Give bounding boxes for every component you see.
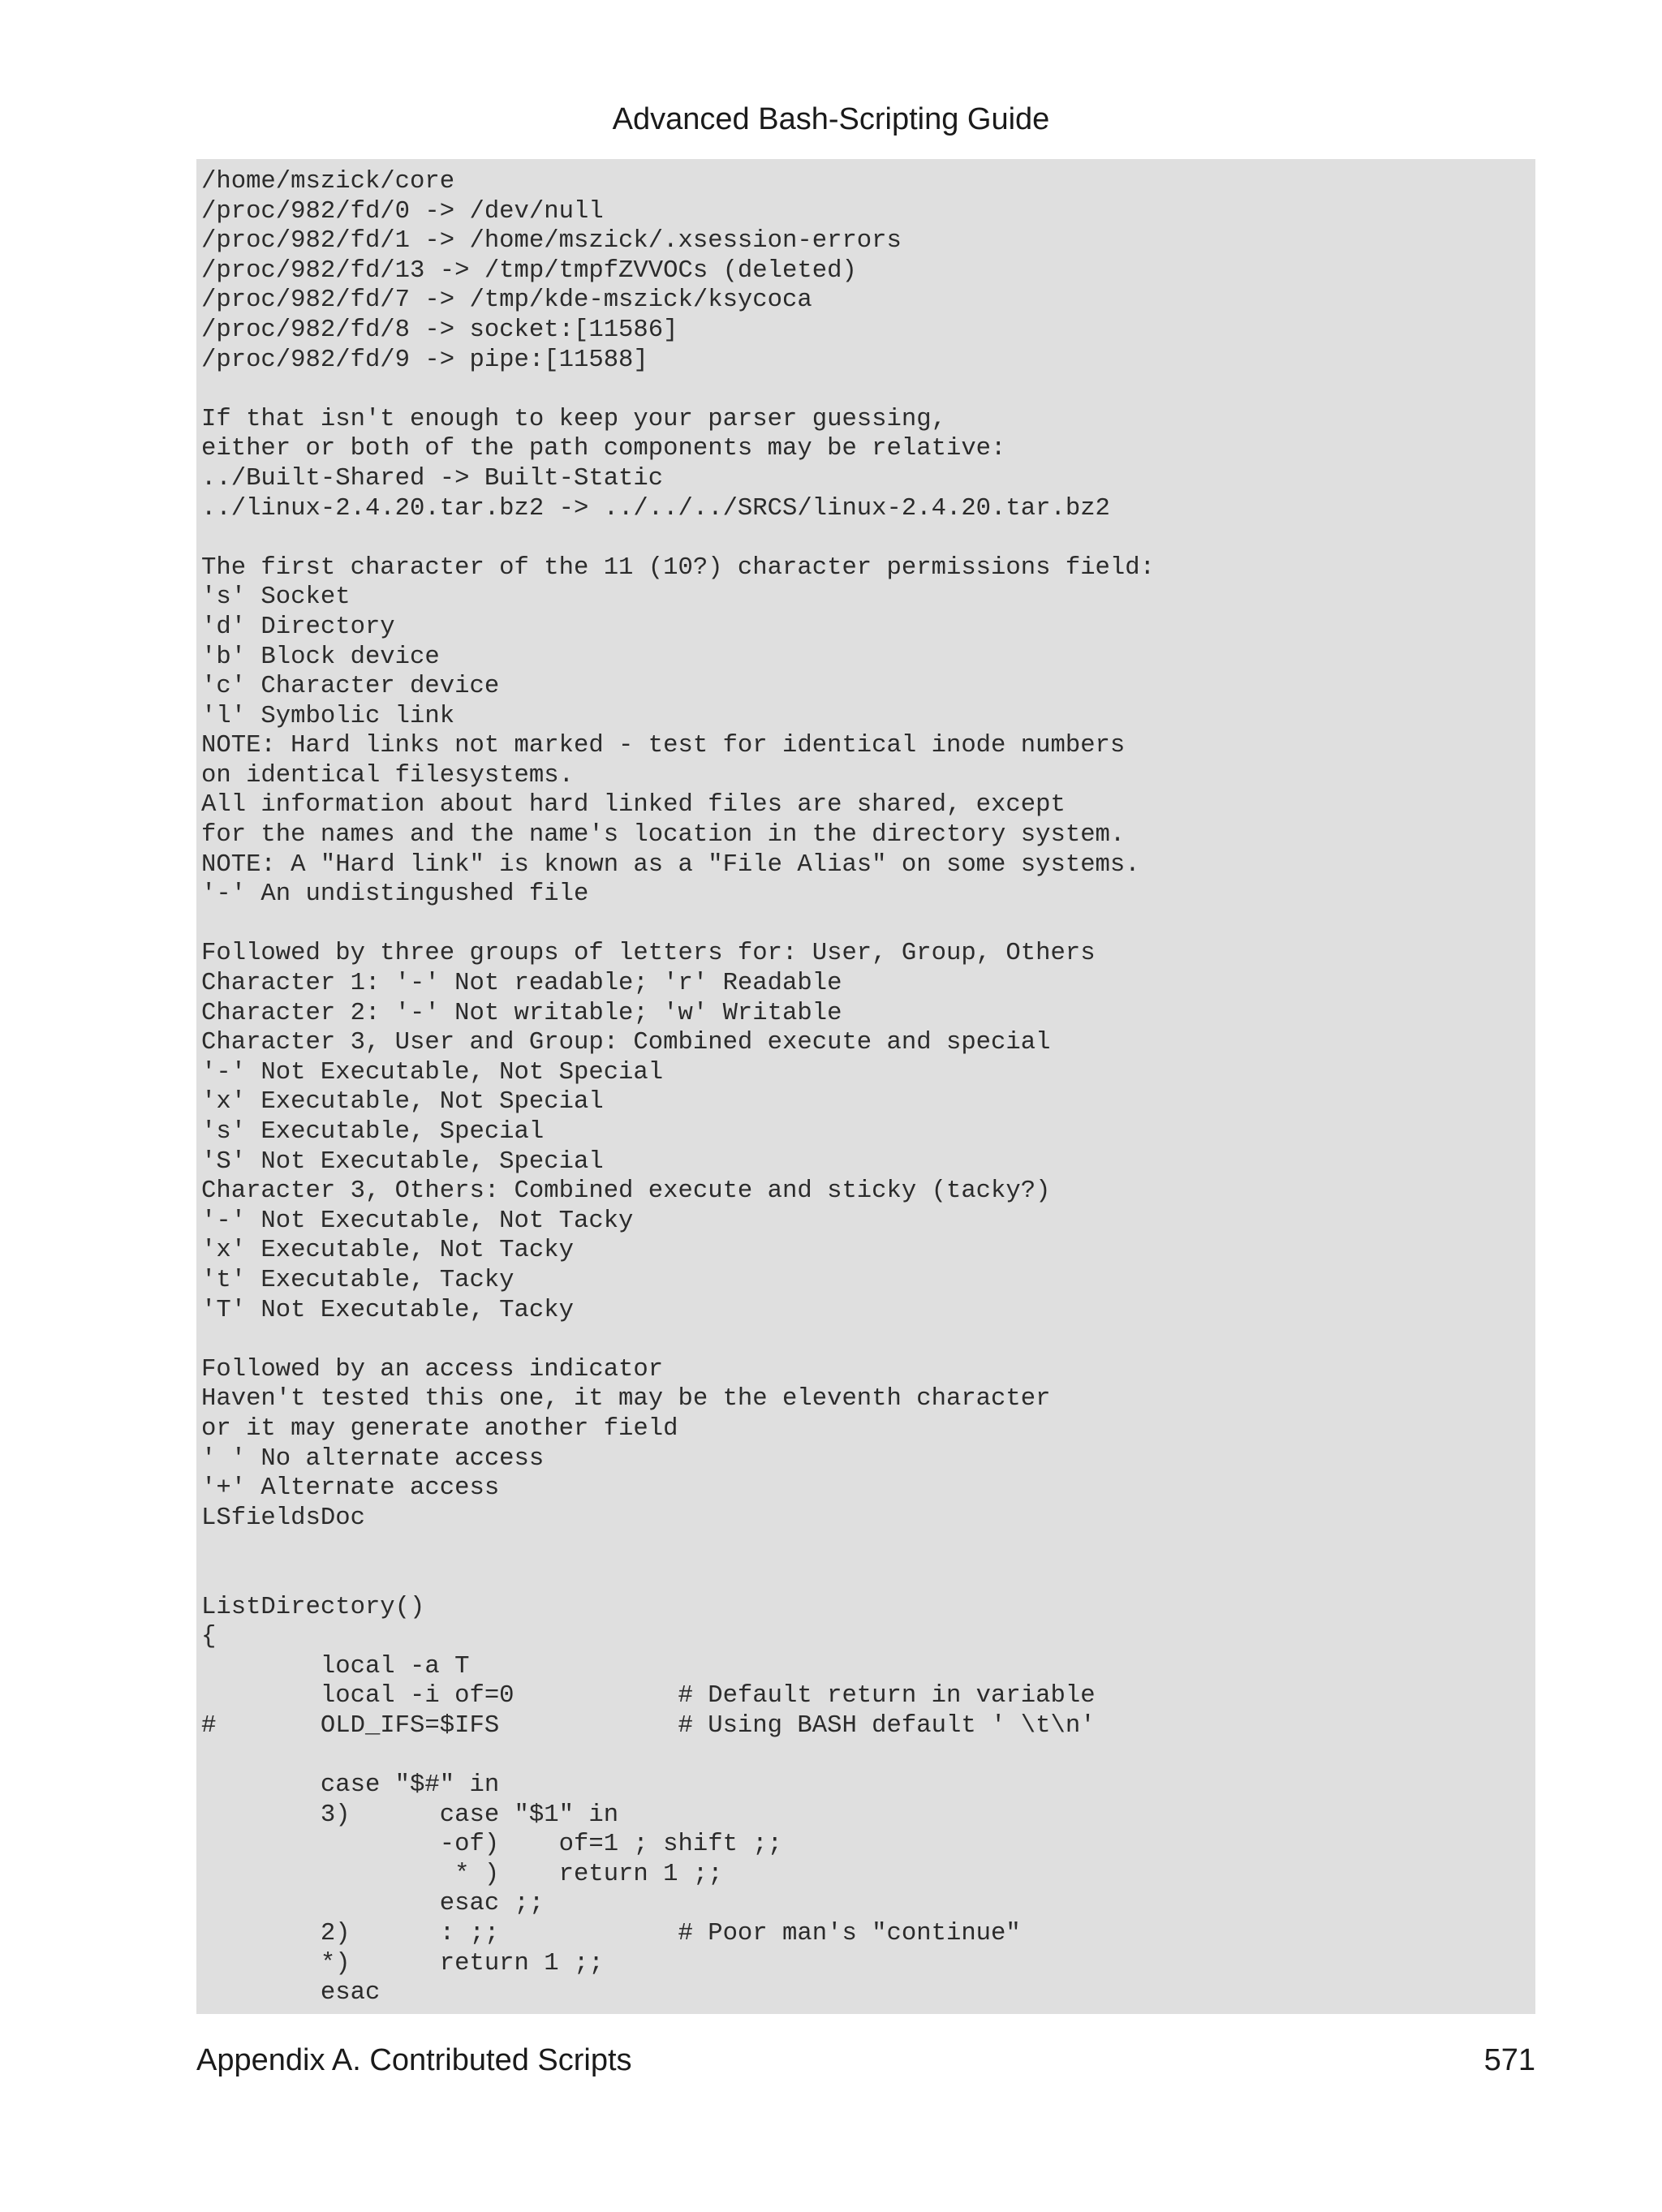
code-line: Followed by three groups of letters for: User, Group, Others bbox=[201, 940, 1096, 968]
code-line: Character 3, Others: Combined execute and sticky (tacky?) bbox=[201, 1177, 1051, 1206]
code-line: /home/mszick/core bbox=[201, 168, 455, 196]
code-line: /proc/982/fd/9 -> pipe:[11588] bbox=[201, 346, 648, 374]
code-line: Followed by an access indicator bbox=[201, 1355, 664, 1384]
code-line: ' ' No alternate access bbox=[201, 1444, 545, 1473]
code-line: *) return 1 ;; bbox=[201, 1949, 604, 1977]
code-line: 'x' Executable, Not Tacky bbox=[201, 1237, 574, 1265]
code-line: /proc/982/fd/8 -> socket:[11586] bbox=[201, 316, 678, 344]
code-line: 'S' Not Executable, Special bbox=[201, 1147, 604, 1176]
code-line: All information about hard linked files are shared, except bbox=[201, 791, 1066, 820]
code-line: If that isn't enough to keep your parser guessing, bbox=[201, 405, 946, 433]
code-line: 'c' Character device bbox=[201, 673, 500, 701]
code-line: ../Built-Shared -> Built-Static bbox=[201, 464, 664, 493]
code-line bbox=[201, 375, 1535, 405]
code-line: '+' Alternate access bbox=[201, 1474, 500, 1503]
code-line bbox=[201, 1325, 1535, 1355]
code-line: * ) return 1 ;; bbox=[201, 1860, 723, 1888]
code-line bbox=[201, 1533, 1535, 1563]
code-line: '-' Not Executable, Not Special bbox=[201, 1058, 664, 1087]
code-line bbox=[201, 1563, 1535, 1593]
code-line: # OLD_IFS=$IFS # Using BASH default ' \t\n' bbox=[201, 1711, 1096, 1740]
code-line: 's' Socket bbox=[201, 583, 351, 612]
code-line: esac ;; bbox=[201, 1890, 545, 1918]
code-line: NOTE: A "Hard link" is known as a "File Alias" on some systems. bbox=[201, 850, 1140, 879]
code-line: 'T' Not Executable, Tacky bbox=[201, 1296, 574, 1324]
code-line: ../linux-2.4.20.tar.bz2 -> ../../../SRCS/linux-2.4.20.tar.bz2 bbox=[201, 494, 1110, 523]
footer-page-number: 571 bbox=[1483, 2043, 1535, 2077]
code-line: Character 2: '-' Not writable; 'w' Writable bbox=[201, 999, 842, 1027]
code-line: either or both of the path components may be relative: bbox=[201, 435, 1006, 463]
code-listing bbox=[196, 159, 1535, 2014]
code-line: /proc/982/fd/1 -> /home/mszick/.xsession-errors bbox=[201, 227, 902, 256]
code-line: local -a T bbox=[201, 1652, 470, 1681]
code-line: LSfieldsDoc bbox=[201, 1504, 365, 1532]
code-line: '-' Not Executable, Not Tacky bbox=[201, 1207, 634, 1235]
code-line: on identical filesystems. bbox=[201, 761, 574, 790]
code-line: /proc/982/fd/7 -> /tmp/kde-mszick/ksycoca bbox=[201, 286, 812, 315]
code-line: case "$#" in bbox=[201, 1771, 500, 1800]
code-line: 'x' Executable, Not Special bbox=[201, 1088, 604, 1117]
code-line: for the names and the name's location in the directory system. bbox=[201, 821, 1126, 850]
code-line: { bbox=[201, 1623, 217, 1651]
code-line: NOTE: Hard links not marked - test for identical inode numbers bbox=[201, 732, 1126, 760]
code-line: -of) of=1 ; shift ;; bbox=[201, 1831, 783, 1859]
code-line: '-' An undistingushed file bbox=[201, 880, 589, 909]
footer-section-title: Appendix A. Contributed Scripts bbox=[196, 2043, 632, 2077]
code-line: /proc/982/fd/0 -> /dev/null bbox=[201, 197, 604, 226]
page-header: Advanced Bash-Scripting Guide bbox=[612, 102, 1050, 136]
code-line: ListDirectory() bbox=[201, 1593, 425, 1621]
code-line bbox=[201, 523, 1535, 553]
code-line: esac bbox=[201, 1979, 381, 2008]
code-line: 'd' Directory bbox=[201, 613, 395, 641]
code-line: local -i of=0 # Default return in variable bbox=[201, 1682, 1096, 1711]
code-line: 3) case "$1" in bbox=[201, 1801, 619, 1829]
code-line: 't' Executable, Tacky bbox=[201, 1266, 515, 1294]
code-line bbox=[201, 1741, 1535, 1771]
code-line: or it may generate another field bbox=[201, 1414, 678, 1443]
code-line: 'b' Block device bbox=[201, 643, 440, 671]
code-line: Haven't tested this one, it may be the eleventh character bbox=[201, 1385, 1051, 1414]
code-line bbox=[201, 910, 1535, 940]
code-line: 2) : ;; # Poor man's "continue" bbox=[201, 1920, 1021, 1948]
code-line: 'l' Symbolic link bbox=[201, 702, 455, 730]
page-footer bbox=[196, 2040, 1535, 2081]
code-line: 's' Executable, Special bbox=[201, 1118, 545, 1146]
code-line: Character 1: '-' Not readable; 'r' Readable bbox=[201, 970, 842, 998]
code-line: The first character of the 11 (10?) character permissions field: bbox=[201, 553, 1155, 582]
code-line: Character 3, User and Group: Combined execute and special bbox=[201, 1029, 1051, 1057]
code-line: /proc/982/fd/13 -> /tmp/tmpfZVVOCs (deleted) bbox=[201, 256, 857, 285]
